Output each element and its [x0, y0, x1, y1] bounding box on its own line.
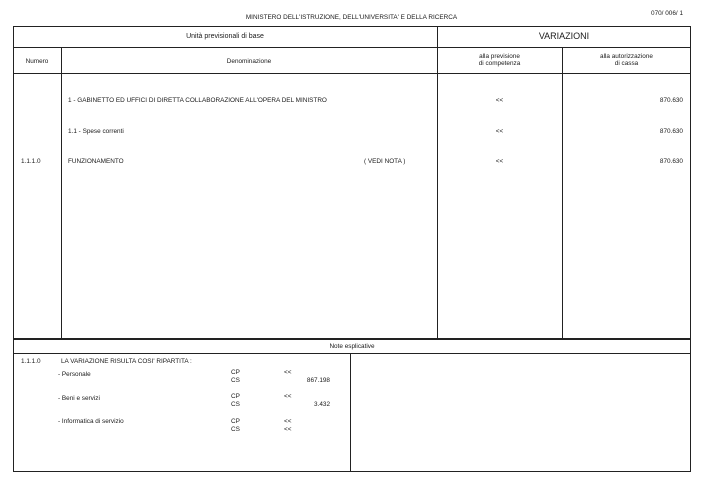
note-item-3-cp-label: CP	[231, 418, 240, 425]
group-header-variazioni: VARIAZIONI	[538, 31, 590, 41]
row-3-competenza: <<	[495, 158, 504, 165]
previsione-line-1: alla previsione	[479, 53, 520, 60]
note-item-3-label: - Informatica di servizio	[58, 418, 124, 425]
note-item-3-cs-value: <<	[284, 426, 292, 433]
row-1-competenza: <<	[495, 97, 504, 104]
note-item-1-cp-label: CP	[231, 369, 240, 376]
note-item-3-cp-value: <<	[284, 418, 292, 425]
group-header-unita: Unità previsionali di base	[186, 33, 264, 40]
note-item-1-cp-value: <<	[284, 369, 292, 376]
group-header-divider	[13, 47, 691, 48]
column-header-cassa	[562, 53, 691, 67]
column-header-divider	[13, 73, 691, 74]
note-item-2-cp-label: CP	[231, 393, 240, 400]
note-item-2-cs-label: CS	[231, 401, 240, 408]
cassa-line-1: alla autorizzazione	[600, 53, 653, 60]
column-header-previsione	[437, 53, 562, 67]
note-item-2-cp-value: <<	[284, 393, 292, 400]
row-1-denominazione: 1 - GABINETTO ED UFFICI DI DIRETTA COLLABORAZIONE ALL'OPERA DEL MINISTRO	[68, 97, 327, 104]
variazioni-divider	[437, 26, 438, 339]
cassa-line-2: di cassa	[614, 60, 639, 67]
row-2-denominazione: 1.1 - Spese correnti	[68, 128, 124, 135]
cassa-column-divider	[562, 47, 563, 339]
notes-numero: 1.1.1.0	[21, 358, 41, 365]
row-3-cassa: 870.630	[659, 158, 683, 165]
previsione-line-2: di competenza	[478, 60, 521, 67]
notes-column-divider	[350, 353, 351, 472]
row-3-nota: ( VEDI NOTA )	[364, 158, 406, 165]
row-1-cassa: 870.630	[659, 97, 683, 104]
note-item-3-cs-label: CS	[231, 426, 240, 433]
notes-title: Note esplicative	[329, 343, 375, 350]
notes-heading: LA VARIAZIONE RISULTA COSI' RIPARTITA :	[61, 358, 192, 365]
note-item-1-cs-label: CS	[231, 377, 240, 384]
numero-column-divider	[61, 47, 62, 339]
column-header-denominazione: Denominazione	[226, 58, 272, 65]
row-3-numero: 1.1.1.0	[21, 158, 41, 165]
notes-title-divider	[13, 353, 691, 354]
row-2-competenza: <<	[495, 128, 504, 135]
ministry-title: MINISTERO DELL'ISTRUZIONE, DELL'UNIVERSITA' E DELLA RICERCA	[245, 14, 458, 21]
row-2-cassa: 870.630	[659, 128, 683, 135]
column-header-numero: Numero	[25, 58, 49, 65]
note-item-2-cs-value: 3.432	[314, 401, 330, 408]
note-item-1-label: - Personale	[58, 371, 91, 378]
note-item-1-cs-value: 867.198	[306, 377, 330, 384]
row-3-denominazione: FUNZIONAMENTO	[68, 158, 124, 165]
note-item-2-label: - Beni e servizi	[58, 395, 100, 402]
page-reference: 070/ 006/ 1	[651, 10, 683, 17]
